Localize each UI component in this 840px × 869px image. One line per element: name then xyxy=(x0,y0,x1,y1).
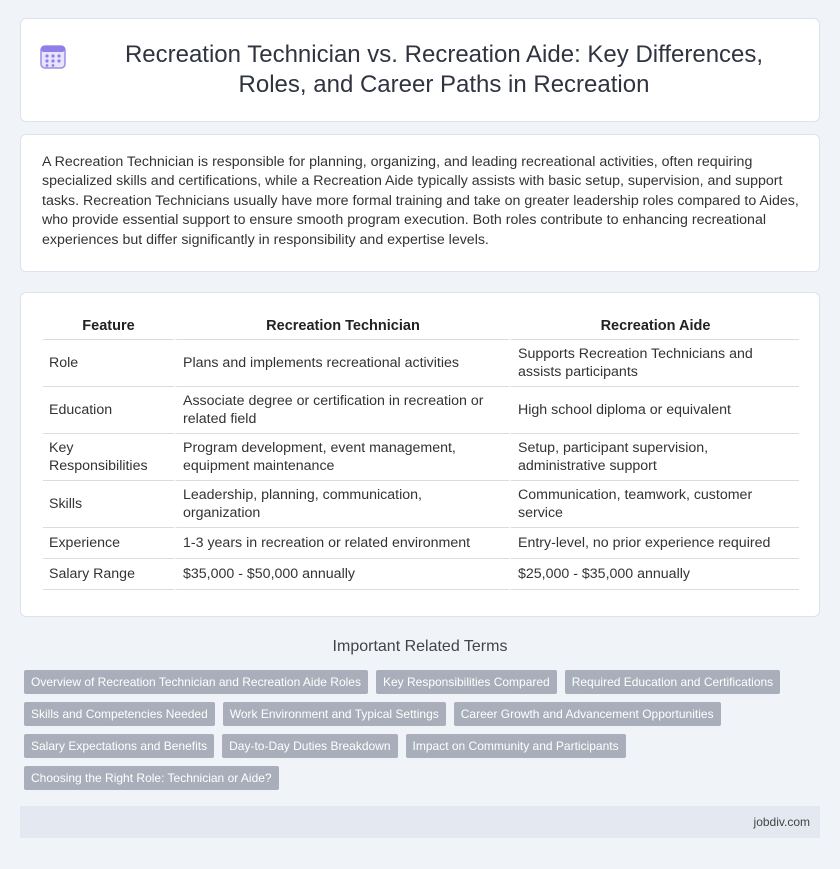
table-cell-technician: Program development, event management, equipment maintenance xyxy=(174,434,509,481)
related-term-tag[interactable]: Overview of Recreation Technician and Recreation Aide Roles xyxy=(24,670,368,694)
related-term-tag[interactable]: Salary Expectations and Benefits xyxy=(24,734,214,758)
comparison-table-card xyxy=(20,292,820,617)
table-cell-technician: Associate degree or certification in recreation or related field xyxy=(174,387,509,434)
related-term-tag[interactable]: Day-to-Day Duties Breakdown xyxy=(222,734,397,758)
footer-site-link[interactable]: jobdiv.com xyxy=(753,815,810,829)
table-cell-aide: Setup, participant supervision, administrative support xyxy=(509,434,799,481)
table-cell-feature: Skills xyxy=(43,481,174,528)
table-row xyxy=(43,434,799,481)
table-row xyxy=(43,340,799,387)
intro-paragraph: A Recreation Technician is responsible for planning, organizing, and leading recreational activities, often requiring specialized skills and certifications, while a Recreation Aide typically assists with basic setup, supervision, and support tasks. Recreation Technicians usually have more formal training and take on greater leadership roles compared to Aides, who provide essential support to ensure smooth program execution. Both roles contribute to enhancing recreational experiences but differ significantly in responsibility and expertise levels. xyxy=(20,134,820,272)
table-cell-feature: Salary Range xyxy=(43,559,174,590)
table-cell-aide: Communication, teamwork, customer service xyxy=(509,481,799,528)
table-cell-aide: Supports Recreation Technicians and assists participants xyxy=(509,340,799,387)
table-cell-feature: Experience xyxy=(43,528,174,559)
table-row xyxy=(43,481,799,528)
table-row xyxy=(43,387,799,434)
column-header-feature: Feature xyxy=(43,313,174,340)
related-term-tag[interactable]: Key Responsibilities Compared xyxy=(376,670,557,694)
table-cell-aide: Entry-level, no prior experience required xyxy=(509,528,799,559)
table-cell-aide: $25,000 - $35,000 annually xyxy=(509,559,799,590)
column-header-aide: Recreation Aide xyxy=(509,313,799,340)
column-header-technician: Recreation Technician xyxy=(174,313,509,340)
related-term-tag[interactable]: Required Education and Certifications xyxy=(565,670,780,694)
table-cell-technician: Leadership, planning, communication, organization xyxy=(174,481,509,528)
table-cell-technician: 1-3 years in recreation or related environment xyxy=(174,528,509,559)
table-cell-feature: Role xyxy=(43,340,174,387)
related-terms-title: Important Related Terms xyxy=(332,638,508,655)
related-terms-tags xyxy=(24,670,820,798)
table-cell-feature: Education xyxy=(43,387,174,434)
calendar-icon xyxy=(40,43,66,69)
related-term-tag[interactable]: Choosing the Right Role: Technician or Aide? xyxy=(24,766,279,790)
table-row xyxy=(43,559,799,590)
footer xyxy=(20,806,820,838)
page-title: Recreation Technician vs. Recreation Aide: Key Differences, Roles, and Career Paths in Recreation xyxy=(124,41,764,98)
table-header-row xyxy=(43,313,799,340)
table-cell-feature: Key Responsibilities xyxy=(43,434,174,481)
table-cell-technician: $35,000 - $50,000 annually xyxy=(174,559,509,590)
related-term-tag[interactable]: Skills and Competencies Needed xyxy=(24,702,215,726)
related-term-tag[interactable]: Career Growth and Advancement Opportunities xyxy=(454,702,721,726)
table-row xyxy=(43,528,799,559)
header-card xyxy=(20,18,820,122)
table-cell-technician: Plans and implements recreational activities xyxy=(174,340,509,387)
related-term-tag[interactable]: Impact on Community and Participants xyxy=(406,734,626,758)
table-cell-aide: High school diploma or equivalent xyxy=(509,387,799,434)
comparison-table xyxy=(43,313,799,590)
related-term-tag[interactable]: Work Environment and Typical Settings xyxy=(223,702,446,726)
